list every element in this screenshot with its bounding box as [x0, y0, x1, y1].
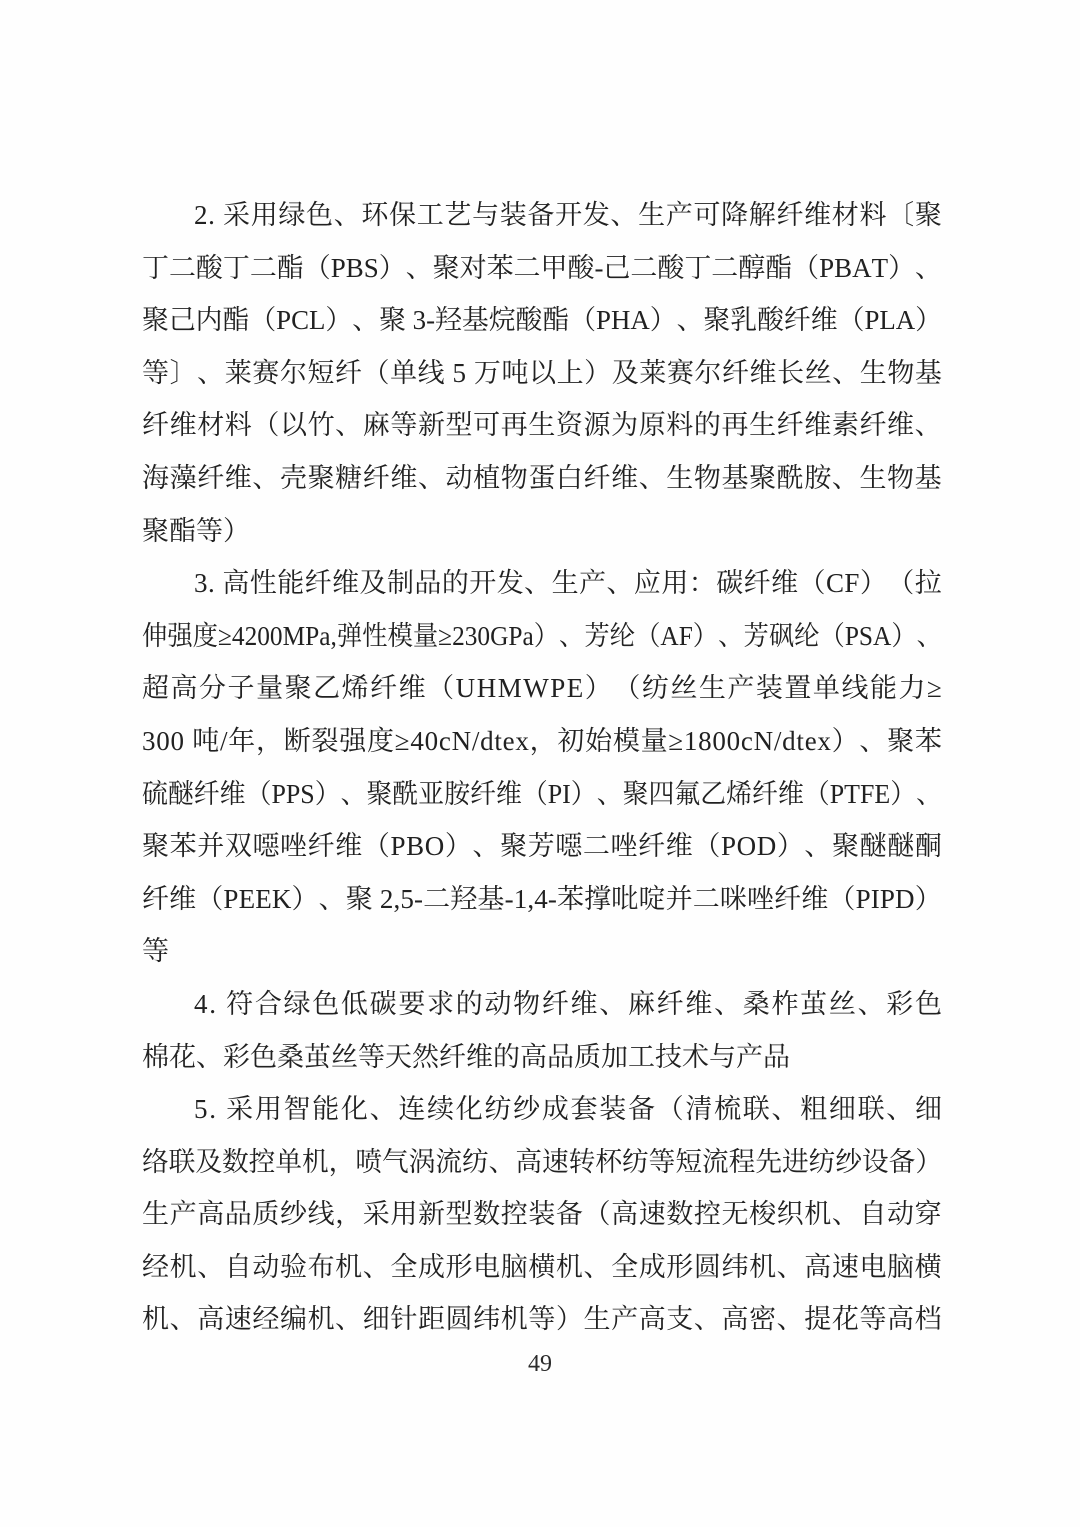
- text-line: 生 产 高 品 质 纱 线 ， 采 用 新 型 数 控 装 备 （ 高 速 数 控 无 梭 织 机 、 自 动 穿: [142, 1199, 942, 1230]
- text-line: 伸 强 度 ≥ 4 2 0 0 M P a , 弹 性 模 量 ≥ 2 3 0 G P a ） 、 芳 纶 （ A F ） 、 芳 砜 纶 （ P S A ） 、: [142, 620, 942, 651]
- text-line: 经 机 、 自 动 验 布 机 、 全 成 形 电 脑 横 机 、 全 成 形 圆 纬 机 、 高 速 电 脑 横: [142, 1251, 942, 1282]
- text-line: 等 〕 、 莱 赛 尔 短 纤 （ 单 线 5 万 吨 以 上 ） 及 莱 赛 尔 纤 维 长 丝 、 生 物 基: [142, 357, 942, 388]
- text-line: 3 0 0 吨 / 年 ， 断 裂 强 度 ≥ 4 0 c N / d t e x ， 初 始 模 量 ≥ 1 8 0 0 c N / d t e x ） 、 聚 苯: [142, 725, 942, 756]
- document-body: [142, 189, 942, 1346]
- text-line: 3 . 高 性 能 纤 维 及 制 品 的 开 发 、 生 产 、 应 用 ： 碳 纤 维 （ C F ） （ 拉: [194, 568, 942, 599]
- text-line: 聚 己 内 酯 （ P C L ） 、 聚 3 - 羟 基 烷 酸 酯 （ P H A ） 、 聚 乳 酸 纤 维 （ P L A ）: [142, 305, 942, 336]
- text-line: 纤 维 （ P E E K ） 、 聚 2 , 5 - 二 羟 基 - 1 , 4 - 苯 撑 吡 啶 并 二 咪 唑 纤 维 （ P I P D ）: [142, 883, 942, 914]
- text-line: 海 藻 纤 维 、 壳 聚 糖 纤 维 、 动 植 物 蛋 白 纤 维 、 生 物 基 聚 酰 胺 、 生 物 基: [142, 462, 942, 493]
- text-line: 机 、 高 速 经 编 机 、 细 针 距 圆 纬 机 等 ） 生 产 高 支 、 高 密 、 提 花 等 高 档: [142, 1304, 942, 1335]
- text-line: 4 . 符 合 绿 色 低 碳 要 求 的 动 物 纤 维 、 麻 纤 维 、 桑 柞 茧 丝 、 彩 色: [194, 988, 942, 1019]
- text-line: 棉花、彩色桑茧丝等天然纤维的高品质加工技术与产品: [142, 1041, 790, 1072]
- text-line: 聚 苯 并 双 噁 唑 纤 维 （ P B O ） 、 聚 芳 噁 二 唑 纤 维 （ P O D ） 、 聚 醚 醚 酮: [142, 831, 942, 862]
- text-line: 丁 二 酸 丁 二 酯 （ P B S ） 、 聚 对 苯 二 甲 酸 - 己 二 酸 丁 二 醇 酯 （ P B A T ） 、: [142, 252, 942, 283]
- paragraph-item-4: [142, 978, 942, 1083]
- page-number: 49: [528, 1351, 552, 1377]
- text-line: 硫 醚 纤 维 （ P P S ） 、 聚 酰 亚 胺 纤 维 （ P I ） 、 聚 四 氟 乙 烯 纤 维 （ P T F E ） 、: [142, 778, 942, 809]
- text-line: 纤 维 材 料 （ 以 竹 、 麻 等 新 型 可 再 生 资 源 为 原 料 的 再 生 纤 维 素 纤 维 、: [142, 410, 942, 441]
- text-line: 聚酯等）: [142, 515, 250, 546]
- paragraph-item-5: [142, 1083, 942, 1346]
- text-line: 2 . 采 用 绿 色 、 环 保 工 艺 与 装 备 开 发 、 生 产 可 降 解 纤 维 材 料 〔 聚: [194, 200, 942, 230]
- paragraph-item-3: [142, 557, 942, 978]
- text-line: 等: [142, 936, 169, 967]
- text-line: 超 高 分 子 量 聚 乙 烯 纤 维 （ U H M W P E ） （ 纺 丝 生 产 装 置 单 线 能 力 ≥: [142, 673, 942, 704]
- text-line: 络 联 及 数 控 单 机 ， 喷 气 涡 流 纺 、 高 速 转 杯 纺 等 短 流 程 先 进 纺 纱 设 备 ）: [142, 1146, 942, 1177]
- text-line: 5 . 采 用 智 能 化 、 连 续 化 纺 纱 成 套 装 备 （ 清 梳 联 、 粗 细 联 、 细: [194, 1094, 942, 1125]
- paragraph-item-2: [142, 189, 942, 557]
